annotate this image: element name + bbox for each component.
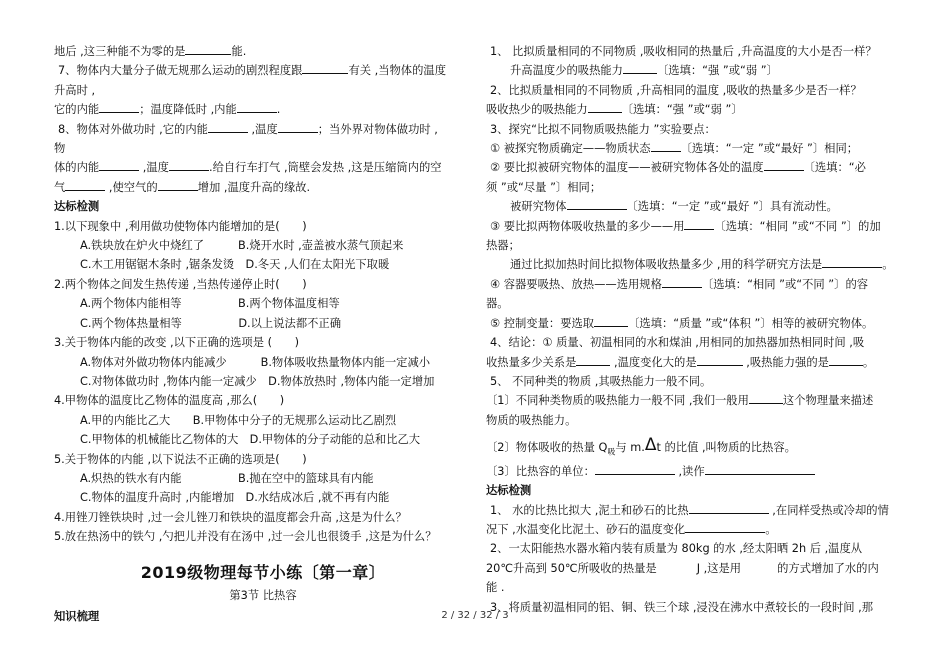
page-title: 2019级物理每节小练〔第一章〕: [140, 562, 386, 582]
answer-blank[interactable]: [65, 178, 105, 191]
text-line: 通过比拟加热时间比拟物体吸收热量多少 ,用的科学研究方法是 。: [486, 255, 906, 274]
text-line: 体的内能 ,温度 .给自行车打气 ,筒壁会发热 ,这是压缩筒内的空: [54, 158, 472, 177]
test-question-1: 1.以下现象中 ,利用做功使物体内能增加的是( ): [54, 219, 307, 233]
right-column: [486, 42, 906, 617]
text-line: ⑤ 控制变量：要选取 〔选填：“质量 ”或“体积 ”〕相等的被研究物体。: [486, 314, 906, 333]
text-line: 它的内能 ；温度降低时 ,内能 .: [54, 100, 472, 119]
answer-blank[interactable]: [623, 61, 657, 74]
page-number: 2 / 32 / 32 / 3: [441, 610, 509, 621]
answer-blank[interactable]: [749, 391, 783, 404]
answer-blank[interactable]: [588, 100, 622, 113]
text-line: ③ 要比拟两物体吸收热量的多少——用 〔选填：“相同 ”或“不同 ”〕的加: [486, 217, 906, 236]
text-line: 〔1〕不同种类物质的吸热能力一般不同 ,我们一般用 这个物理量来描述: [486, 391, 906, 410]
test-question-3: 3、将质量初温相同的铝、铜、铁三个球 ,浸没在沸水中煮较长的一段时间 ,那: [490, 600, 874, 614]
answer-options: A.炽热的铁水有内能 B.抛在空中的篮球具有内能: [80, 471, 374, 485]
test-question-6: 4.用锉刀锉铁块时 ,过一会儿锉刀和铁块的温度都会升高 ,这是为什么？: [54, 510, 407, 524]
test-question-3: 3.关于物体内能的改变 ,以下正确的选项是 ( ): [54, 336, 300, 350]
text-line: ② 要比拟被研究物体的温度——被研究物体各处的温度 〔选填：“必: [486, 158, 906, 177]
answer-blank[interactable]: [662, 275, 702, 288]
answer-options: C.对物体做功时 ,物体内能一定减少 D.物体放热时 ,物体内能一定增加: [80, 374, 435, 388]
text-line: ① 被探究物质确定——物质状态 〔选填：“一定 ”或“最好 ”〕相同；: [486, 139, 906, 158]
section-subtitle: 第3节 比热容: [229, 588, 297, 602]
answer-blank[interactable]: [567, 197, 627, 210]
answer-blank[interactable]: [829, 353, 863, 366]
answer-blank[interactable]: [705, 462, 815, 475]
item-1: 1、 比拟质量相同的不同物质 ,吸收相同的热量后 ,升高温度的大小是否一样？: [490, 45, 877, 58]
text-line: 20℃升高到 50℃所吸收的热量是 J ,这是用 的方式增加了水的内: [486, 561, 879, 575]
item-3: 3、探究“比拟不同物质吸热能力 ”实验要点：: [490, 122, 716, 136]
test-question-2: 2、一太阳能热水器水箱内装有质量为 80kg 的水 ,经太阳晒 2h 后 ,温度从: [490, 542, 863, 556]
test-question-7: 5.放在热汤中的铁勺 ,勺把儿并没有在汤中 ,过一会儿也很烫手 ,这是为什么？: [54, 530, 437, 544]
section-heading: 达标检测: [54, 200, 100, 214]
answer-blank[interactable]: [99, 158, 139, 171]
answer-options: C.甲物体的机械能比乙物体的大 D.甲物体的分子动能的总和比乙大: [80, 433, 421, 447]
answer-blank[interactable]: [684, 217, 714, 230]
answer-blank[interactable]: [237, 100, 277, 113]
text-line: 被研究物体 〔选填：“一定 ”或“最好 ”〕具有流动性。: [486, 197, 906, 216]
text-line: ④ 容器要吸热、放热——选用规格 〔选填：“相同 ”或“不同 ”〕的容: [486, 275, 906, 294]
item-4: 4、结论：① 质量、初温相同的水和煤油 ,用相同的加热器加热相同时间 ,吸: [490, 336, 865, 350]
text-line: 〔2〕物体吸收的热量 $Q_吸$与 m.Δt 的比值 ,叫物质的比热容。: [486, 435, 796, 457]
answer-blank[interactable]: [576, 353, 610, 366]
question-8: 8、物体对外做功时 ,它的内能 ,温度 ；当外界对物体做功时 ,: [54, 120, 472, 139]
text-line: 物质的吸热能力。: [486, 413, 577, 427]
test-question-2: 2.两个物体之间发生热传递 ,当热传递停止时( ): [54, 277, 307, 291]
text-line: 器。: [486, 297, 509, 311]
left-column: [54, 42, 472, 626]
answer-options: C.物体的温度升高时 ,内能增加 D.水结成冰后 ,就不再有内能: [80, 491, 390, 505]
answer-options: A.两个物体内能相等 B.两个物体温度相等: [80, 297, 340, 311]
text-line: 〔3〕比热容的单位： ,读作: [486, 462, 906, 481]
text-line: 须 ”或“尽量 ”〕相同；: [486, 180, 602, 194]
knowledge-heading: 知识梳理: [54, 609, 100, 623]
answer-blank[interactable]: [185, 42, 231, 55]
answer-blank[interactable]: [822, 255, 882, 268]
text-line: 物: [54, 142, 66, 156]
text-line: 能 .: [486, 581, 505, 595]
test-question-5: 5.关于物体的内能 ,以下说法不正确的选项是( ): [54, 452, 307, 466]
text-line: 况下 ,水温变化比泥土、砂石的温度变化 。: [486, 520, 906, 539]
answer-options: A.物体对外做功物体内能减少 B.物体吸收热量物体内能一定减小: [80, 355, 431, 369]
test-question-1: 1、 水的比热比拟大 ,泥土和砂石的比热 ,在同样受热或冷却的情: [486, 501, 906, 520]
answer-blank[interactable]: [764, 158, 804, 171]
text-line: 热器；: [486, 239, 520, 253]
section-heading: 达标检测: [486, 484, 532, 498]
answer-options: A.铁块放在炉火中烧红了 B.烧开水时 ,壶盖被水蒸气顶起来: [80, 239, 404, 253]
text-line: 吸收热少的吸热能力 〔选填：“强 ”或“弱 ”〕: [486, 100, 906, 119]
answer-blank[interactable]: [651, 139, 681, 152]
answer-options: A.甲的内能比乙大 B.甲物体中分子的无规那么运动比乙剧烈: [80, 413, 397, 427]
text-line: 地后 ,这三种能不为零的是 能.: [54, 42, 472, 61]
answer-blank[interactable]: [278, 120, 318, 133]
text-line: 气 ,使空气的 增加 ,温度升高的缘故.: [54, 178, 472, 197]
answer-blank[interactable]: [594, 314, 628, 327]
item-2: 2、比拟质量相同的不同物质 ,升高相同的温度 ,吸收的热量多少是否一样？: [490, 83, 862, 97]
answer-blank[interactable]: [302, 61, 348, 74]
answer-blank[interactable]: [169, 158, 209, 171]
test-question-4: 4.甲物体的温度比乙物体的温度高 ,那么( ): [54, 394, 285, 408]
answer-blank[interactable]: [99, 100, 139, 113]
question-7: 7、物体内大量分子做无规那么运动的剧烈程度跟 有关 ,当物体的温度: [54, 61, 472, 80]
item-5: 5、 不同种类的物质 ,其吸热能力一般不同。: [490, 374, 712, 388]
answer-blank[interactable]: [208, 120, 248, 133]
delta-symbol: Δ: [644, 435, 657, 456]
answer-blank[interactable]: [595, 462, 675, 475]
text-line: 升高温度少的吸热能力 〔选填：“强 ”或“弱 ”〕: [486, 61, 906, 80]
answer-blank[interactable]: [697, 353, 743, 366]
answer-blank[interactable]: [158, 178, 198, 191]
answer-blank[interactable]: [685, 520, 765, 533]
answer-options: C.木工用锯锯木条时 ,锯条发烫 D.冬天 ,人们在太阳光下取暖: [80, 258, 390, 272]
answer-options: C.两个物体热量相等 D.以上说法都不正确: [80, 316, 342, 330]
answer-blank[interactable]: [689, 501, 769, 514]
text-line: 升高时 ,: [54, 83, 96, 97]
text-line: 收热量多少关系是 ,温度变化大的是 ,吸热能力强的是 。: [486, 353, 906, 372]
subscript: 吸: [607, 447, 616, 457]
